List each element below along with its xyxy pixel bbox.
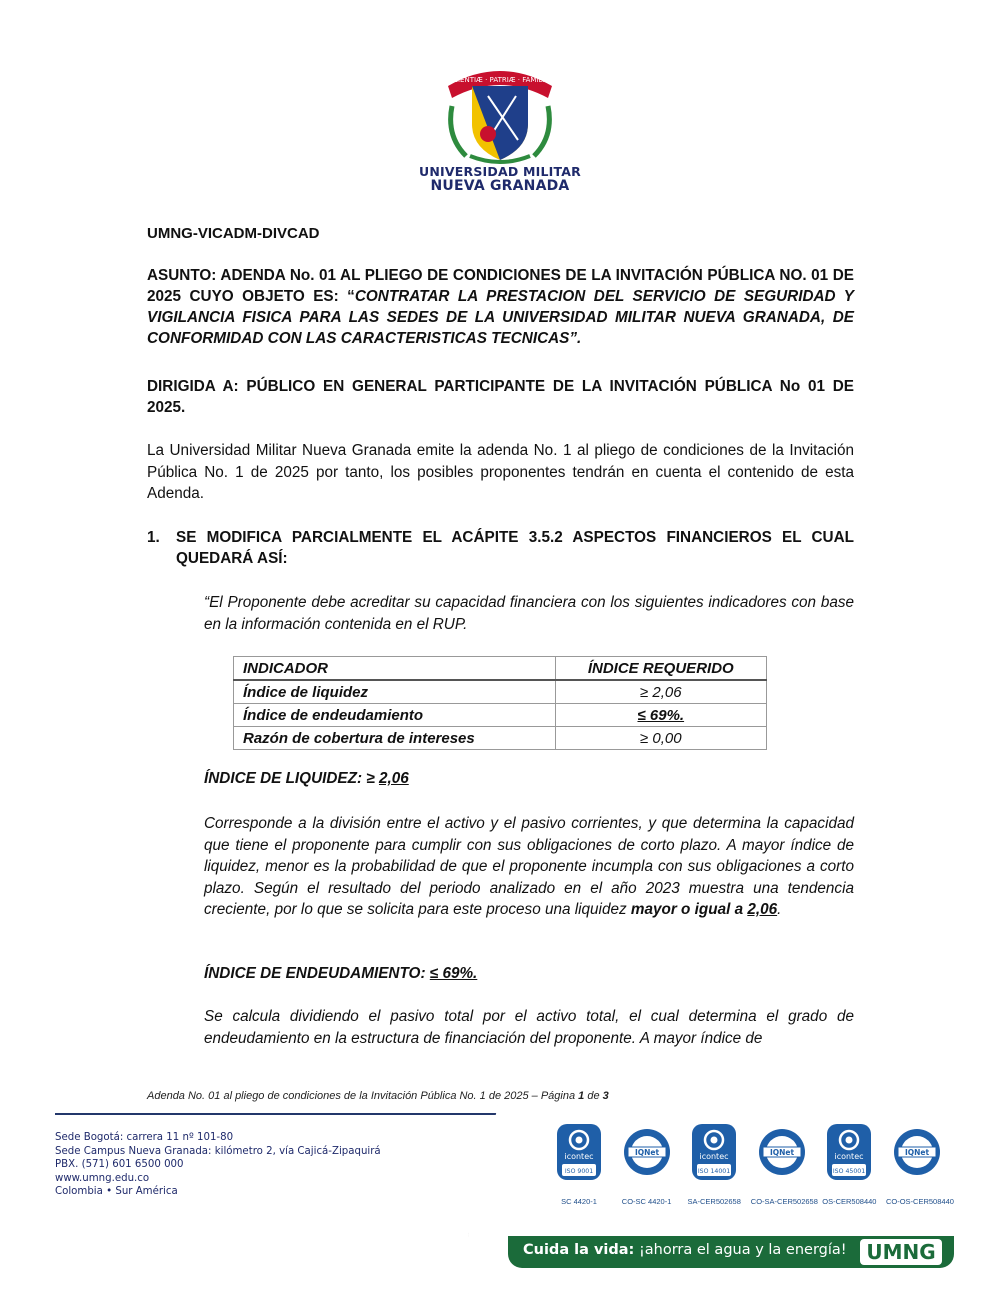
financial-indicators-table [233, 656, 767, 750]
liquidity-end: . [777, 901, 782, 918]
iqnet-badge-icon [622, 1122, 672, 1184]
debt-heading-label: ÍNDICE DE ENDEUDAMIENTO: [204, 965, 430, 982]
cert-code: CO-SC 4420-1 [621, 1197, 672, 1206]
table-header-row [234, 657, 767, 681]
page-of: de [584, 1090, 603, 1102]
cert-label: icontec [699, 1152, 729, 1161]
logo-line-2: NUEVA GRANADA [430, 178, 570, 194]
section-1-heading [147, 527, 854, 569]
document-reference: UMNG-VICADM-DIVCAD [147, 225, 320, 242]
certification-icontec-45001 [818, 1122, 880, 1206]
liquidity-paragraph [204, 813, 854, 921]
slogan-text: ¡ahorra el agua y la energía! [634, 1242, 847, 1258]
debt-paragraph: Se calcula dividiendo el pasivo total por el activo total, el cual determina el grado de endeudamiento en la estructura de financiación del proponente. A mayor índice de [204, 1008, 854, 1047]
quote-paragraph: “El Proponente debe acreditar su capacidad financiera con los siguientes indicadores con base en la información contenida en el RUP. [204, 594, 854, 633]
debt-heading [204, 965, 854, 983]
cert-standard: ISO 14001 [698, 1168, 731, 1175]
liquidity-heading-label: ÍNDICE DE LIQUIDEZ: ≥ [204, 770, 379, 787]
subject-prefix: ASUNTO: ADENDA No. 01 AL PLIEGO DE CONDICIONES DE LA INVITACIÓN PÚBLICA NO. 01 DE 2025 CUYO OBJETO ES: “ [147, 267, 854, 305]
cert-standard: ISO 45001 [833, 1168, 866, 1175]
cert-label: icontec [834, 1152, 864, 1161]
cert-code: CO-SA-CER502658 [750, 1197, 818, 1206]
umng-brand-logo: UMNG [860, 1239, 942, 1265]
region-line: Colombia • Sur América [55, 1186, 178, 1198]
icontec-badge-icon [554, 1122, 604, 1184]
certification-iqnet [750, 1122, 818, 1206]
iqnet-badge-icon [892, 1122, 942, 1184]
subject-object: CONTRATAR LA PRESTACION DEL SERVICIO DE SEGURIDAD Y VIGILANCIA FISICA PARA LAS SEDES DE LA UNIVERSIDAD MILITAR NUEVA GRANADA, DE CONFORMIDAD CON LAS CARACTERISTICAS TECNICAS”. [147, 288, 854, 347]
page-footer-note [147, 1090, 609, 1102]
page-current: 1 [578, 1090, 585, 1102]
indicator-value: ≥ 2,06 [555, 680, 766, 704]
indicator-value: ≤ 69%. [555, 704, 766, 727]
icontec-badge-icon [689, 1122, 739, 1184]
indicator-name: Razón de cobertura de intereses [234, 727, 556, 750]
cert-standard: ISO 9001 [564, 1168, 594, 1175]
icontec-badge-icon [824, 1122, 874, 1184]
footer-rule [55, 1113, 500, 1115]
logo-line-1: UNIVERSIDAD MILITAR [419, 164, 581, 179]
cert-label: IQNet [634, 1148, 659, 1157]
indicator-name: Índice de endeudamiento [234, 704, 556, 727]
indicator-name: Índice de liquidez [234, 680, 556, 704]
indicator-value: ≥ 0,00 [555, 727, 766, 750]
banner-slogan [523, 1242, 847, 1258]
cert-code: OS-CER508440 [822, 1197, 877, 1206]
cert-label: IQNet [769, 1148, 794, 1157]
certification-badges [548, 1122, 954, 1206]
footer-note-text: Adenda No. 01 al pliego de condiciones de la Invitación Pública No. 1 de 2025 – Página [147, 1090, 579, 1102]
section-number: 1. [147, 529, 160, 546]
liquidity-heading-value: 2,06 [378, 770, 409, 787]
liquidity-value: 2,06 [747, 901, 778, 918]
cert-code: SC 4420-1 [561, 1197, 597, 1206]
certification-iqnet [616, 1122, 678, 1206]
address-line: Sede Bogotá: carrera 11 nº 101-80 [55, 1132, 234, 1143]
addressee-paragraph: DIRIGIDA A: PÚBLICO EN GENERAL PARTICIPANTE DE LA INVITACIÓN PÚBLICA No 01 DE 2025. [147, 378, 854, 416]
certification-icontec-9001 [548, 1122, 610, 1206]
certification-icontec-14001 [683, 1122, 745, 1206]
iqnet-badge-icon [757, 1122, 807, 1184]
cert-code: SA-CER502658 [687, 1197, 741, 1206]
phone-line: PBX. (571) 601 6500 000 [55, 1159, 184, 1171]
logo-motto: SCIENTIÆ · PATRIÆ · FAMILIÆ [448, 76, 552, 84]
sustainability-banner [508, 1236, 954, 1268]
intro-paragraph: La Universidad Militar Nueva Granada emite la adenda No. 1 al pliego de condiciones de la Invitación Pública No. 1 de 2025 por tanto, los posibles proponentes tendrán en cuenta el contenido de esta Adenda. [147, 442, 854, 502]
liquidity-text: Corresponde a la división entre el activo y el pasivo corrientes, y que determina la capacidad que tiene el proponente para cumplir con sus obligaciones de corto plazo. A mayor índice de liquidez, menor es la probabilidad de que el proponente incumpla con sus obligaciones a corto plazo. Según el resultado del periodo analizado en el año 2023 muestra una tendencia creciente, por lo que se solicita para este proceso una liquidez [204, 815, 854, 918]
cert-label: icontec [564, 1152, 594, 1161]
cert-code: CO-OS-CER508440 [885, 1197, 954, 1206]
subject-paragraph [147, 265, 854, 349]
liquidity-bold-text: mayor o igual a [630, 901, 748, 918]
header-indicator: INDICADOR [234, 657, 556, 681]
slogan-bold: Cuida la vida: [523, 1242, 635, 1258]
address-line: Sede Campus Nueva Granada: kilómetro 2, vía Cajicá-Zipaquirá [55, 1145, 381, 1157]
header-required-index: ÍNDICE REQUERIDO [555, 657, 766, 681]
logo-wordmark [400, 164, 600, 194]
certification-iqnet [885, 1122, 954, 1206]
table-row [234, 680, 767, 704]
table-row [234, 727, 767, 750]
page-total: 3 [602, 1090, 609, 1102]
address-block [55, 1131, 381, 1199]
table-row [234, 704, 767, 727]
liquidity-heading [204, 770, 854, 788]
website-link[interactable]: www.umng.edu.co [55, 1172, 150, 1184]
section-title: SE MODIFICA PARCIALMENTE EL ACÁPITE 3.5.2 ASPECTOS FINANCIEROS EL CUAL QUEDARÁ ASÍ: [176, 529, 854, 567]
cert-label: IQNet [904, 1148, 930, 1157]
debt-heading-value: ≤ 69%. [429, 965, 478, 982]
